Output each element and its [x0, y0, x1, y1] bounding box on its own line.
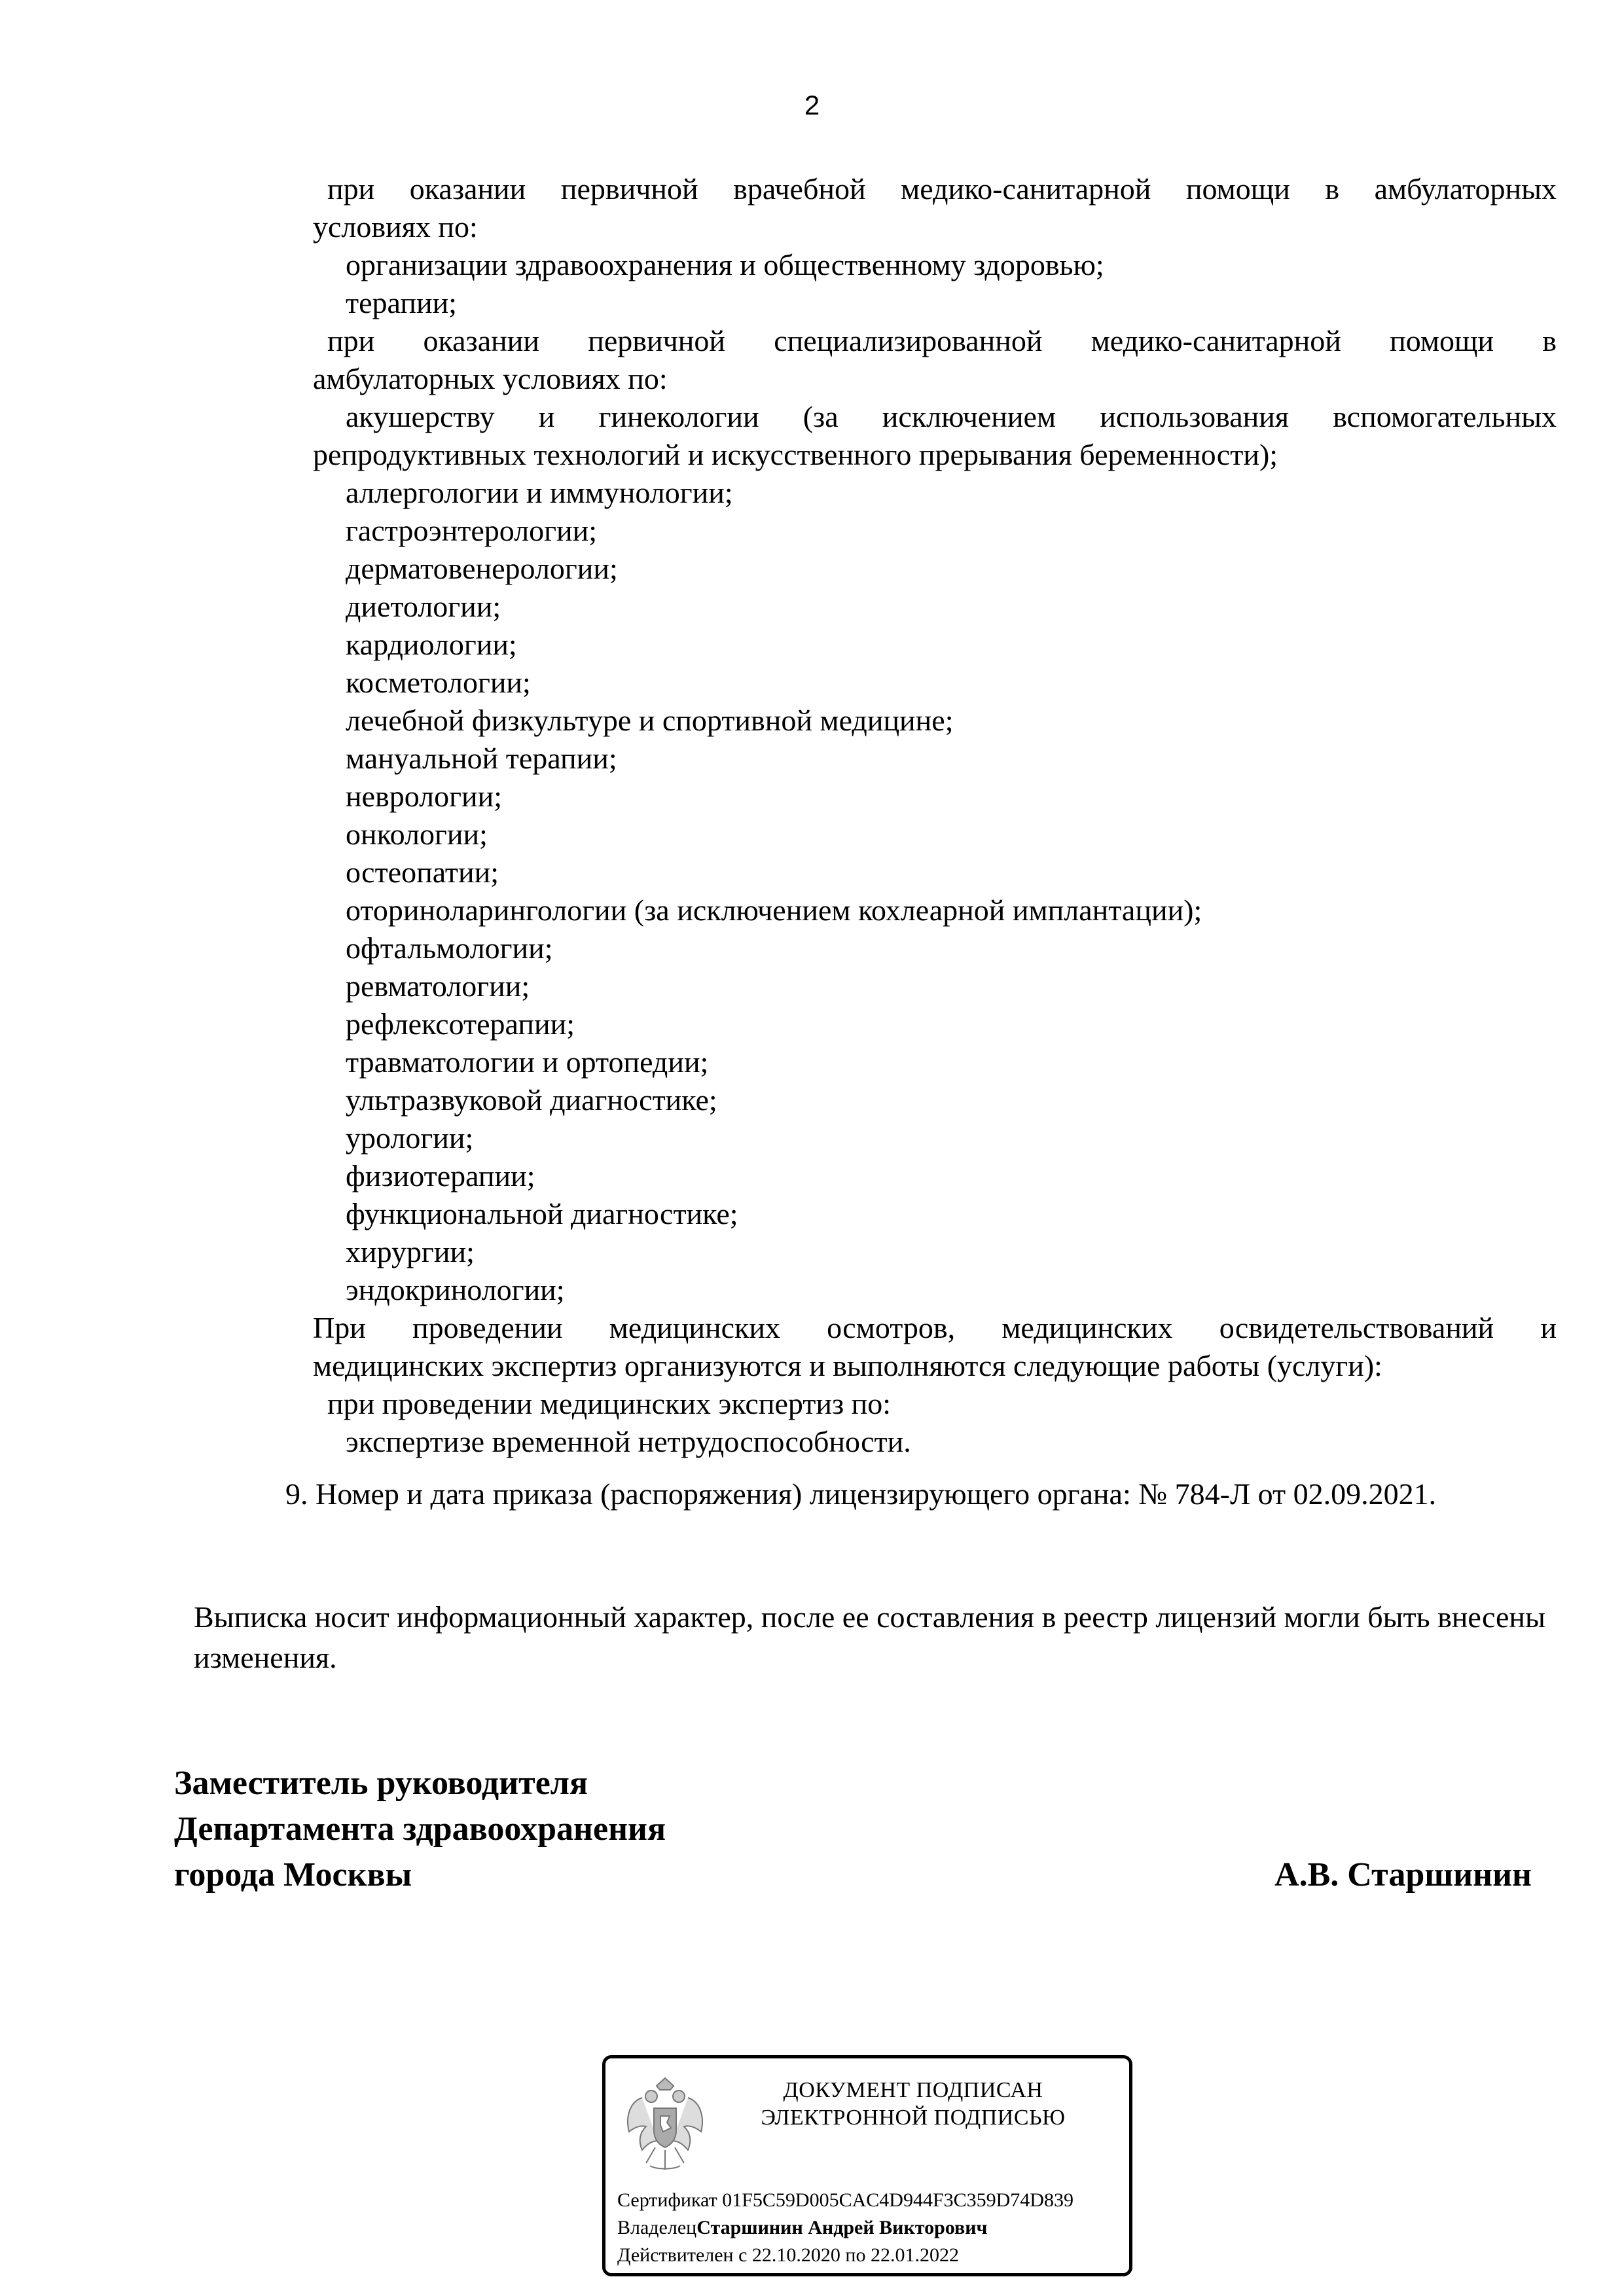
body-line: хирургии;: [346, 1235, 475, 1268]
body-line: офтальмологии;: [346, 931, 553, 965]
electronic-signature-stamp: [602, 2055, 1132, 2276]
body-line: экспертизе временной нетрудоспособности.: [346, 1425, 911, 1458]
body-line: функциональной диагностике;: [346, 1197, 738, 1230]
informational-note: Выписка носит информационный характер, после ее составления в реестр лицензий могли быть внесены изменения.: [194, 1600, 1545, 1674]
license-services-list: [313, 170, 1557, 1461]
page-number: 2: [804, 90, 820, 120]
body-line: акушерству и гинекологии (за исключением использования вспомогательных: [346, 400, 1557, 433]
owner-label: Владелец: [617, 2217, 697, 2238]
signatory-position: [174, 1761, 666, 1898]
validity-line: Действителен с 22.10.2020 по 22.01.2022: [617, 2244, 959, 2266]
body-line: дерматовенерологии;: [346, 552, 618, 585]
body-line: косметологии;: [346, 666, 531, 699]
stamp-details: [617, 2187, 1132, 2269]
body-line: неврологии;: [346, 780, 502, 813]
body-line: при проведении медицинских экспертиз по:: [327, 1387, 892, 1420]
body-line: гастроэнтерологии;: [346, 514, 598, 547]
body-line: условиях по:: [313, 210, 478, 243]
body-line: кардиологии;: [346, 628, 517, 661]
stamp-title-line-1: ДОКУМЕНТ ПОДПИСАН: [783, 2078, 1043, 2102]
body-line: эндокринологии;: [346, 1273, 565, 1306]
body-line: травматологии и ортопедии;: [346, 1045, 709, 1079]
body-line: организации здравоохранения и общественному здоровью;: [346, 248, 1104, 281]
body-line: ультразвуковой диагностике;: [346, 1083, 717, 1117]
signatory-position-line-2: Департамента здравоохранения: [174, 1810, 666, 1848]
order-number-item: 9. Номер и дата приказа (распоряжения) лицензирующего органа: № 784-Л от 02.09.2021.: [285, 1477, 1437, 1511]
stamp-title: [723, 2077, 1103, 2132]
body-line: мануальной терапии;: [346, 742, 617, 775]
owner-line: [617, 2214, 1132, 2242]
body-line: ревматологии;: [346, 969, 530, 1003]
coat-of-arms-icon: [623, 2074, 708, 2176]
body-line: рефлексотерапии;: [346, 1007, 575, 1041]
body-line: урологии;: [346, 1121, 474, 1155]
stamp-title-line-2: ЭЛЕКТРОННОЙ ПОДПИСЬЮ: [761, 2106, 1066, 2130]
body-line: остеопатии;: [346, 855, 499, 889]
signatory-position-line-1: Заместитель руководителя: [174, 1765, 588, 1802]
body-line: физиотерапии;: [346, 1159, 535, 1193]
body-line: при оказании первичной врачебной медико-санитарной помощи в амбулаторных: [327, 172, 1557, 206]
body-line: онкологии;: [346, 817, 488, 851]
certificate-label: Сертификат: [617, 2189, 717, 2211]
certificate-value: 01F5C59D005CAC4D944F3C359D74D839: [722, 2189, 1074, 2211]
body-line: при оказании первичной специализированной медико-санитарной помощи в: [327, 324, 1557, 357]
body-line: оториноларингологии (за исключением кохлеарной имплантации);: [346, 893, 1202, 927]
body-line: При проведении медицинских осмотров, медицинских освидетельствований и: [313, 1311, 1557, 1344]
body-line: диетологии;: [346, 590, 501, 623]
signatory-name: А.В. Старшинин: [1274, 1856, 1532, 1893]
body-line: репродуктивных технологий и искусственного прерывания беременности);: [313, 438, 1278, 471]
signatory-position-line-3: города Москвы: [174, 1856, 412, 1893]
body-line: аллергологии и иммунологии;: [346, 476, 733, 509]
body-line: амбулаторных условиях по:: [313, 362, 668, 395]
owner-value: Старшинин Андрей Викторович: [696, 2217, 988, 2238]
certificate-line: [617, 2187, 1132, 2214]
body-line: лечебной физкультуре и спортивной медицине;: [346, 704, 954, 737]
body-line: медицинских экспертиз организуются и выполняются следующие работы (услуги):: [313, 1349, 1382, 1382]
body-line: терапии;: [346, 286, 457, 319]
